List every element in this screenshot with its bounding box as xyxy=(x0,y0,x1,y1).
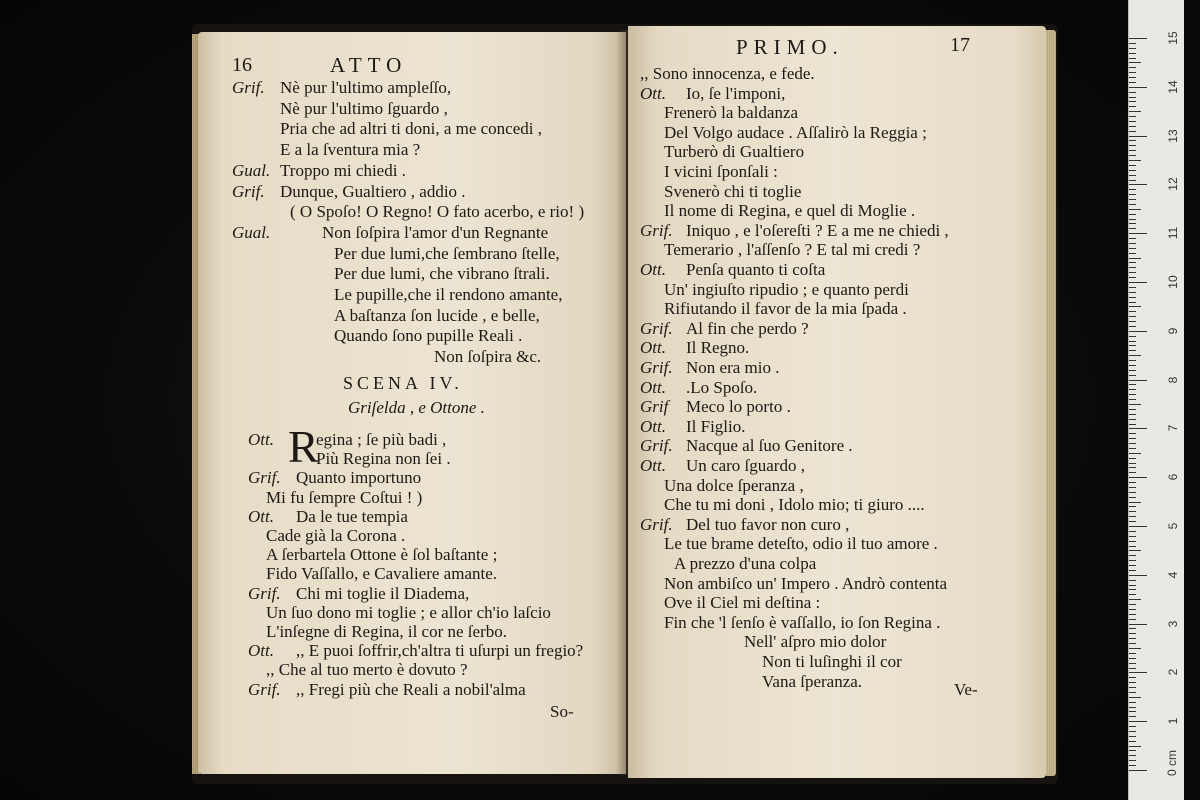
ruler-number: 10 xyxy=(1166,275,1180,289)
ruler-tick xyxy=(1129,404,1141,405)
ruler-tick xyxy=(1129,677,1136,678)
ruler-tick xyxy=(1129,321,1136,322)
ruler-tick xyxy=(1129,194,1136,195)
ruler-tick xyxy=(1129,472,1136,473)
ruler-tick xyxy=(1129,643,1136,644)
ruler-tick xyxy=(1129,62,1141,63)
ruler-tick xyxy=(1129,453,1141,454)
ruler-tick xyxy=(1129,350,1136,351)
speaker-label: Ott. xyxy=(248,641,274,661)
ruler-tick xyxy=(1129,336,1136,337)
verse-line: Cade già la Corona . xyxy=(266,526,406,545)
ruler-tick xyxy=(1129,721,1147,722)
verse-line: Quando ſono pupille Reali . xyxy=(334,326,523,346)
speaker-label: Ott. xyxy=(640,456,666,475)
verse-line: Non ambiſco un' Impero . Andrò contenta xyxy=(664,573,948,593)
ruler-tick xyxy=(1129,297,1136,298)
ruler-number: 3 xyxy=(1166,620,1180,627)
ruler-tick xyxy=(1129,438,1136,439)
ruler-tick xyxy=(1129,365,1136,366)
ruler-tick xyxy=(1129,526,1147,527)
ruler-tick xyxy=(1129,287,1136,288)
ruler-tick xyxy=(1129,140,1136,141)
verse-line: E a la ſventura mia ? xyxy=(280,140,421,160)
verse-line: Nè pur l'ultimo ſguardo , xyxy=(280,98,448,118)
ruler-tick xyxy=(1129,604,1136,605)
ruler-tick xyxy=(1129,502,1141,503)
ruler-tick xyxy=(1129,682,1136,683)
ruler-tick xyxy=(1129,624,1147,625)
verse-line: Non ſoſpira &c. xyxy=(434,347,542,367)
ruler-tick xyxy=(1129,228,1136,229)
ruler-tick xyxy=(1129,101,1136,102)
ruler-tick xyxy=(1129,223,1136,224)
ruler-tick xyxy=(1129,180,1136,181)
ruler-tick xyxy=(1129,331,1147,332)
ruler-tick xyxy=(1129,702,1136,703)
speaker-label: Grif. xyxy=(640,318,673,338)
ruler-tick xyxy=(1129,165,1136,166)
ruler-tick xyxy=(1129,521,1136,522)
ruler-tick xyxy=(1129,145,1136,146)
ruler-tick xyxy=(1129,126,1136,127)
ruler-tick xyxy=(1129,380,1147,381)
verse-line: Troppo mi chiedi . xyxy=(280,160,406,180)
ruler-tick xyxy=(1129,692,1136,693)
speaker-label: Grif. xyxy=(640,358,673,377)
ruler-tick xyxy=(1129,580,1136,581)
left-running-head: ATTO xyxy=(330,53,408,77)
speaker-label: Grif. xyxy=(232,181,265,201)
verse-line: Ove il Ciel mi deſtina : xyxy=(664,593,821,613)
verse-line: Penſa quanto ti coſta xyxy=(686,260,826,279)
ruler-tick xyxy=(1129,272,1136,273)
ruler-number: 1 xyxy=(1166,717,1180,725)
ruler-tick xyxy=(1129,150,1136,151)
ruler-tick xyxy=(1129,497,1136,498)
ruler-number: 8 xyxy=(1166,376,1180,383)
ruler-tick xyxy=(1129,345,1136,346)
ruler-tick xyxy=(1129,77,1136,78)
ruler-tick xyxy=(1129,560,1136,561)
verse-line: Nell' aſpro mio dolor xyxy=(744,632,887,652)
verse-line: Rifiutando il favor de la mia ſpada . xyxy=(664,299,907,319)
verse-line: L'inſegne di Regina, il cor ne ſerbo. xyxy=(266,622,507,641)
ruler-tick xyxy=(1129,467,1136,468)
ruler-tick xyxy=(1129,648,1141,649)
ruler-tick xyxy=(1129,82,1136,83)
verse-line: Più Regina non ſei . xyxy=(316,449,451,469)
ruler-tick xyxy=(1129,575,1147,576)
verse-line: Temerario , l'aſſenſo ? E tal mi credi ? xyxy=(664,240,921,260)
ruler-tick xyxy=(1129,585,1136,586)
ruler-tick xyxy=(1129,638,1136,639)
ruler-tick xyxy=(1129,663,1136,664)
verse-line: Il Regno. xyxy=(686,338,750,358)
speaker-label: Grif. xyxy=(232,78,265,97)
ruler-tick xyxy=(1129,258,1141,259)
ruler-tick xyxy=(1129,316,1136,317)
scene-cast: Griſelda , e Ottone . xyxy=(348,398,485,417)
speaker-label: Grif. xyxy=(640,436,673,456)
ruler-tick xyxy=(1129,546,1136,547)
left-catchword: So- xyxy=(550,702,574,721)
verse-line: Non ti luſinghi il cor xyxy=(762,652,902,671)
right-page-edges xyxy=(1046,30,1056,776)
verse-line: Svenerò chi ti toglie xyxy=(664,181,802,201)
ruler-number: 7 xyxy=(1166,425,1180,432)
verse-line: Al fin che perdo ? xyxy=(686,318,809,338)
ruler-tick xyxy=(1129,282,1147,283)
ruler-tick xyxy=(1129,711,1136,712)
ruler-tick xyxy=(1129,341,1136,342)
verse-line: Del Volgo audace . Aſſalirò la Reggia ; xyxy=(664,122,927,142)
ruler-tick xyxy=(1129,92,1136,93)
right-running-head: PRIMO. xyxy=(736,35,844,59)
left-page-number: 16 xyxy=(232,54,252,76)
ruler-edge xyxy=(1184,0,1200,800)
ruler-tick xyxy=(1129,399,1136,400)
verse-line: Il nome di Regina, e quel di Moglie . xyxy=(664,201,916,221)
verse-line: ,, Sono innocenza, e fede. xyxy=(640,64,815,83)
ruler-number: 6 xyxy=(1166,473,1180,481)
speaker-label: Grif. xyxy=(248,679,281,699)
ruler-number: 2 xyxy=(1166,669,1180,676)
verse-line: Che tu mi doni , Idolo mio; ti giuro .... xyxy=(664,495,925,515)
verse-line: Chi mi toglie il Diadema, xyxy=(296,583,470,603)
ruler-tick xyxy=(1129,253,1136,254)
ruler-tick xyxy=(1129,170,1136,171)
ruler-tick xyxy=(1129,292,1136,293)
verse-line: Turberò di Gualtiero xyxy=(664,142,805,162)
ruler-tick xyxy=(1129,687,1136,688)
verse-line: Meco lo porto . xyxy=(686,397,791,417)
ruler-tick xyxy=(1129,97,1136,98)
verse-line: Vana ſperanza. xyxy=(762,671,863,691)
ruler-number: 12 xyxy=(1166,177,1180,192)
ruler-tick xyxy=(1129,433,1136,434)
ruler-tick xyxy=(1129,87,1147,88)
left-page xyxy=(198,32,626,774)
ruler-tick xyxy=(1129,463,1136,464)
speaker-label: Ott. xyxy=(640,338,666,358)
speaker-label: Ott. xyxy=(248,506,274,526)
ruler-tick xyxy=(1129,443,1136,444)
ruler-tick xyxy=(1129,131,1136,132)
ruler-tick xyxy=(1129,155,1136,156)
verse-line: Nacque al ſuo Genitore . xyxy=(686,436,853,456)
ruler-tick xyxy=(1129,360,1136,361)
ruler-tick xyxy=(1129,555,1136,556)
verse-line: Pria che ad altri ti doni, a me concedi , xyxy=(280,119,542,139)
ruler-number: 9 xyxy=(1166,327,1180,335)
ruler-tick xyxy=(1129,116,1136,117)
ruler-tick xyxy=(1129,658,1136,659)
speaker-label: Ott. xyxy=(640,83,666,103)
verse-line: Per due lumi,che ſembrano ſtelle, xyxy=(334,243,560,263)
verse-line: Un ſuo dono mi toglie ; e allor ch'io laſcio xyxy=(266,602,551,622)
ruler-tick xyxy=(1129,111,1141,112)
ruler-tick xyxy=(1129,668,1136,669)
ruler-tick xyxy=(1129,414,1136,415)
ruler-tick xyxy=(1129,302,1136,303)
speaker-label: Ott. xyxy=(640,377,666,397)
ruler-tick xyxy=(1129,536,1136,537)
ruler-tick xyxy=(1129,394,1136,395)
ruler-tick xyxy=(1129,653,1136,654)
verse-line: Le tue brame deteſto, odio il tuo amore . xyxy=(664,534,938,554)
ruler-tick xyxy=(1129,248,1136,249)
ruler-tick xyxy=(1129,458,1136,459)
ruler-tick xyxy=(1129,672,1147,673)
verse-line: Del tuo favor non curo , xyxy=(686,514,850,534)
ruler-tick xyxy=(1129,755,1136,756)
ruler-tick xyxy=(1129,67,1136,68)
speaker-label: Gual. xyxy=(232,222,271,242)
speaker-label: Grif xyxy=(640,397,669,417)
ruler-tick xyxy=(1129,175,1136,176)
verse-line: Quanto importuno xyxy=(296,468,422,488)
ruler-tick xyxy=(1129,204,1136,205)
verse-line: ( O Spoſo! O Regno! O fato acerbo, e rio! ) xyxy=(290,202,585,222)
ruler-tick xyxy=(1129,262,1136,263)
right-page xyxy=(628,26,1046,778)
ruler-tick xyxy=(1129,384,1136,385)
verse-line: Il Figlio. xyxy=(686,416,746,436)
ruler-tick xyxy=(1129,389,1136,390)
ruler-tick xyxy=(1129,58,1136,59)
verse-line: Un' ingiuſto ripudio ; e quanto perdi xyxy=(664,279,909,299)
scene-title: SCENA IV. xyxy=(343,373,463,393)
ruler-tick xyxy=(1129,707,1136,708)
ruler-tick xyxy=(1129,375,1136,376)
ruler-tick xyxy=(1129,233,1147,234)
verse-line: Io, ſe l'imponi, xyxy=(686,83,786,103)
speaker-label: Ott. xyxy=(640,260,666,279)
verse-line: ,, Che al tuo merto è dovuto ? xyxy=(266,660,468,680)
ruler-tick xyxy=(1129,214,1136,215)
ruler-tick xyxy=(1129,487,1136,488)
verse-line: Una dolce ſperanza , xyxy=(664,475,804,495)
ruler-tick xyxy=(1129,594,1136,595)
ruler-number: 4 xyxy=(1166,571,1180,579)
ruler-tick xyxy=(1129,614,1136,615)
ruler-tick xyxy=(1129,619,1136,620)
ruler-tick xyxy=(1129,770,1147,771)
speaker-label: Grif. xyxy=(248,468,281,488)
ruler-tick xyxy=(1129,199,1136,200)
verse-line: I vicini ſponſali : xyxy=(664,162,778,181)
ruler-tick xyxy=(1129,697,1141,698)
ruler-tick xyxy=(1129,506,1136,507)
ruler-tick xyxy=(1129,219,1136,220)
measuring-ruler xyxy=(1128,0,1185,800)
ruler-unit: 0 cm xyxy=(1165,749,1179,776)
verse-line: Dunque, Gualtiero , addio . xyxy=(280,181,466,201)
ruler-tick xyxy=(1129,311,1136,312)
verse-line: Mi fu ſempre Coſtui ! ) xyxy=(266,487,423,507)
ruler-number: 13 xyxy=(1166,128,1180,143)
ruler-number: 14 xyxy=(1166,80,1180,94)
verse-line: A baſtanza ſon lucide , e belle, xyxy=(334,305,540,325)
ruler-tick xyxy=(1129,511,1136,512)
verse-line: ,, E puoi ſoffrir,ch'altra ti uſurpi un fregio? xyxy=(296,641,584,661)
verse-line: Nè pur l'ultimo ampleſſo, xyxy=(280,78,452,97)
ruler-tick xyxy=(1129,448,1136,449)
ruler-tick xyxy=(1129,633,1136,634)
ruler-tick xyxy=(1129,516,1136,517)
verse-line: Per due lumi, che vibrano ſtrali. xyxy=(334,264,550,284)
ruler-tick xyxy=(1129,731,1136,732)
ruler-tick xyxy=(1129,189,1136,190)
speaker-label: Ott. xyxy=(248,430,274,449)
ruler-tick xyxy=(1129,492,1136,493)
ruler-tick xyxy=(1129,716,1136,717)
ruler-tick xyxy=(1129,765,1136,766)
ruler-number: 5 xyxy=(1166,522,1180,530)
speaker-label: Grif. xyxy=(640,220,673,240)
ruler-tick xyxy=(1129,38,1147,39)
ruler-tick xyxy=(1129,243,1136,244)
verse-line: A ſerbartela Ottone è ſol baſtante ; xyxy=(266,545,498,565)
verse-line: Le pupille,che il rendono amante, xyxy=(334,285,563,304)
verse-line: egina ; ſe più badi , xyxy=(316,430,447,449)
verse-line: Fido Vaſſallo, e Cavaliere amante. xyxy=(266,564,498,584)
ruler-tick xyxy=(1129,746,1141,747)
ruler-tick xyxy=(1129,72,1136,73)
verse-line: A prezzo d'una colpa xyxy=(674,554,817,573)
verse-line: Un caro ſguardo , xyxy=(686,456,805,475)
ruler-tick xyxy=(1129,736,1136,737)
ruler-tick xyxy=(1129,599,1141,600)
right-catchword: Ve- xyxy=(954,680,978,699)
ruler-tick xyxy=(1129,370,1136,371)
right-page-number: 17 xyxy=(950,34,970,56)
verse-line: Fin che 'l ſenſo è vaſſallo, io ſon Regina . xyxy=(664,612,941,632)
ruler-tick xyxy=(1129,565,1136,566)
ruler-tick xyxy=(1129,326,1136,327)
ruler-tick xyxy=(1129,53,1136,54)
ruler-tick xyxy=(1129,628,1136,629)
ruler-tick xyxy=(1129,760,1136,761)
ruler-tick xyxy=(1129,106,1136,107)
verse-line: Non era mio . xyxy=(686,358,780,377)
verse-line: Non ſoſpira l'amor d'un Regnante xyxy=(322,222,549,242)
ruler-tick xyxy=(1129,589,1136,590)
ruler-tick xyxy=(1129,306,1141,307)
ruler-tick xyxy=(1129,477,1147,478)
ruler-tick xyxy=(1129,184,1147,185)
ruler-tick xyxy=(1129,424,1136,425)
ruler-tick xyxy=(1129,267,1136,268)
verse-line: Frenerò la baldanza xyxy=(664,103,799,123)
speaker-label: Grif. xyxy=(640,514,673,534)
verse-line: ,, Fregi più che Reali a nobil'alma xyxy=(296,679,526,699)
ruler-tick xyxy=(1129,750,1136,751)
ruler-tick xyxy=(1129,48,1136,49)
ruler-tick xyxy=(1129,570,1136,571)
ruler-tick xyxy=(1129,277,1136,278)
ruler-tick xyxy=(1129,136,1147,137)
ruler-tick xyxy=(1129,419,1136,420)
verse-line: Iniquo , e l'oſereſti ? E a me ne chiedi , xyxy=(686,220,949,240)
ruler-tick xyxy=(1129,482,1136,483)
speaker-label: Ott. xyxy=(640,416,666,436)
ruler-tick xyxy=(1129,541,1136,542)
ruler-tick xyxy=(1129,550,1141,551)
ruler-tick xyxy=(1129,160,1141,161)
ruler-tick xyxy=(1129,409,1136,410)
ruler-tick xyxy=(1129,609,1136,610)
ruler-tick xyxy=(1129,428,1147,429)
ruler-tick xyxy=(1129,531,1136,532)
verse-line: .Lo Spoſo. xyxy=(686,377,758,397)
drop-cap-initial: R xyxy=(288,421,319,472)
ruler-tick xyxy=(1129,209,1141,210)
ruler-number: 11 xyxy=(1166,226,1180,240)
ruler-tick xyxy=(1129,121,1136,122)
speaker-label: Gual. xyxy=(232,160,271,180)
ruler-tick xyxy=(1129,43,1136,44)
ruler-tick xyxy=(1129,741,1136,742)
ruler-tick xyxy=(1129,726,1136,727)
ruler-number: 15 xyxy=(1166,31,1180,45)
speaker-label: Grif. xyxy=(248,583,281,603)
ruler-tick xyxy=(1129,238,1136,239)
ruler-tick xyxy=(1129,355,1141,356)
verse-line: Da le tue tempia xyxy=(296,506,408,526)
